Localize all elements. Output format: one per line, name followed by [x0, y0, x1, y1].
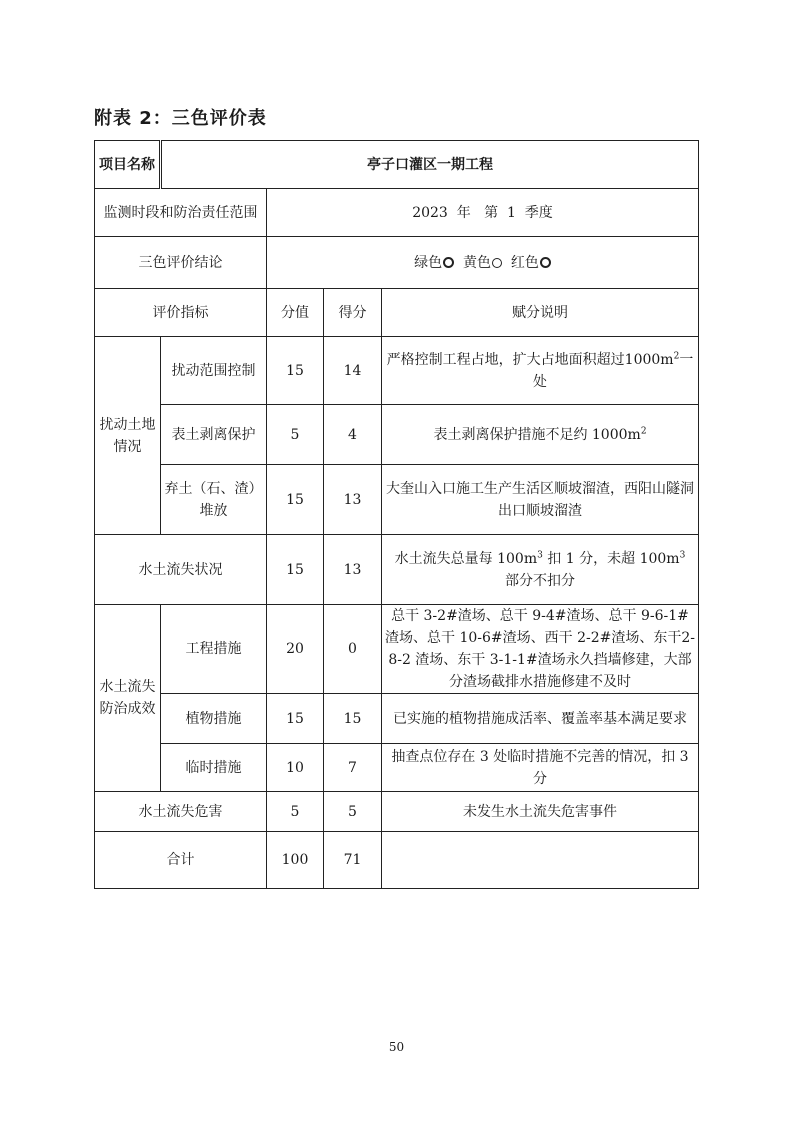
project-name-value: 亭子口灌区一期工程	[161, 141, 699, 189]
indicator-name: 工程措施	[161, 605, 267, 694]
period-label: 监测时段和防治责任范围	[95, 189, 267, 237]
indicator-description: 抽查点位存在 3 处临时措施不完善的情况，扣 3 分	[382, 744, 699, 792]
indicator-score: 5	[324, 792, 382, 832]
indicator-score: 14	[324, 337, 382, 405]
indicator-name: 临时措施	[161, 744, 267, 792]
indicator-name: 表土剥离保护	[161, 405, 267, 465]
table-row	[95, 694, 699, 744]
indicator-name: 扰动范围控制	[161, 337, 267, 405]
group-disturbed-land: 扰动土地情况	[95, 337, 161, 535]
indicator-description: 大奎山入口施工生产生活区顺坡溜渣，西阳山隧洞出口顺坡溜渣	[382, 465, 699, 535]
circle-marker-icon	[540, 257, 551, 268]
indicator-score: 13	[324, 465, 382, 535]
project-name-label: 项目名称	[95, 141, 161, 189]
indicator-name: 弃土（石、渣）堆放	[161, 465, 267, 535]
page-number: 50	[388, 1040, 405, 1054]
indicator-name: 水土流失状况	[95, 535, 267, 605]
indicator-score: 7	[324, 744, 382, 792]
header-score: 得分	[324, 289, 382, 337]
indicator-value: 15	[267, 337, 324, 405]
indicator-value: 15	[267, 465, 324, 535]
indicator-value: 5	[267, 792, 324, 832]
header-description: 赋分说明	[382, 289, 699, 337]
total-value: 100	[267, 832, 324, 889]
red-label: 红色	[510, 254, 539, 271]
conclusion-value	[267, 237, 699, 289]
group-soil-loss-prevention: 水土流失防治成效	[95, 605, 161, 792]
indicator-name: 水土流失危害	[95, 792, 267, 832]
conclusion-label: 三色评价结论	[95, 237, 267, 289]
table-row	[95, 141, 699, 189]
green-label: 绿色	[414, 254, 443, 271]
total-description	[382, 832, 699, 889]
total-row	[95, 832, 699, 889]
table-row	[95, 337, 699, 405]
table-row	[95, 405, 699, 465]
indicator-score: 13	[324, 535, 382, 605]
indicator-description: 已实施的植物措施成活率、覆盖率基本满足要求	[382, 694, 699, 744]
header-indicator: 评价指标	[95, 289, 267, 337]
header-score-value: 分值	[267, 289, 324, 337]
table-row	[95, 465, 699, 535]
indicator-value: 15	[267, 535, 324, 605]
indicator-description: 总干 3-2#渣场、总干 9-4#渣场、总干 9-6-1#渣场、总干 10-6#渣场、西干 2-2#渣场、东干2-8-2 渣场、东干 3-1-1#渣场永久挡墙修建，大部分渣场截排水措施修建不及时	[382, 605, 699, 694]
three-color-evaluation-table	[94, 140, 699, 889]
indicator-description: 表土剥离保护措施不足约 $1000m^2$	[382, 405, 699, 465]
page-title: 附表 2：三色评价表	[94, 108, 267, 129]
indicator-score: 0	[324, 605, 382, 694]
table-row	[95, 744, 699, 792]
indicator-value: 15	[267, 694, 324, 744]
indicator-description: 未发生水土流失危害事件	[382, 792, 699, 832]
indicator-description: 水土流失总量每 $100m^3$ 扣 1 分，未超 $100m^3$ 部分不扣分	[382, 535, 699, 605]
indicator-value: 5	[267, 405, 324, 465]
indicator-value: 10	[267, 744, 324, 792]
table-header-row	[95, 289, 699, 337]
indicator-score: 4	[324, 405, 382, 465]
indicator-description: 严格控制工程占地，扩大占地面积超过$1000m^2$一处	[382, 337, 699, 405]
period-value: 2023 年 第 1 季度	[267, 189, 699, 237]
table-row	[95, 792, 699, 832]
yellow-label: 黄色	[463, 254, 491, 271]
circle-marker-icon	[443, 257, 454, 268]
indicator-value: 20	[267, 605, 324, 694]
indicator-name: 植物措施	[161, 694, 267, 744]
table-row	[95, 237, 699, 289]
indicator-score: 15	[324, 694, 382, 744]
total-score: 71	[324, 832, 382, 889]
table-row	[95, 189, 699, 237]
total-label: 合计	[95, 832, 267, 889]
table-row	[95, 605, 699, 694]
circle-marker-icon	[492, 258, 502, 268]
table-row	[95, 535, 699, 605]
